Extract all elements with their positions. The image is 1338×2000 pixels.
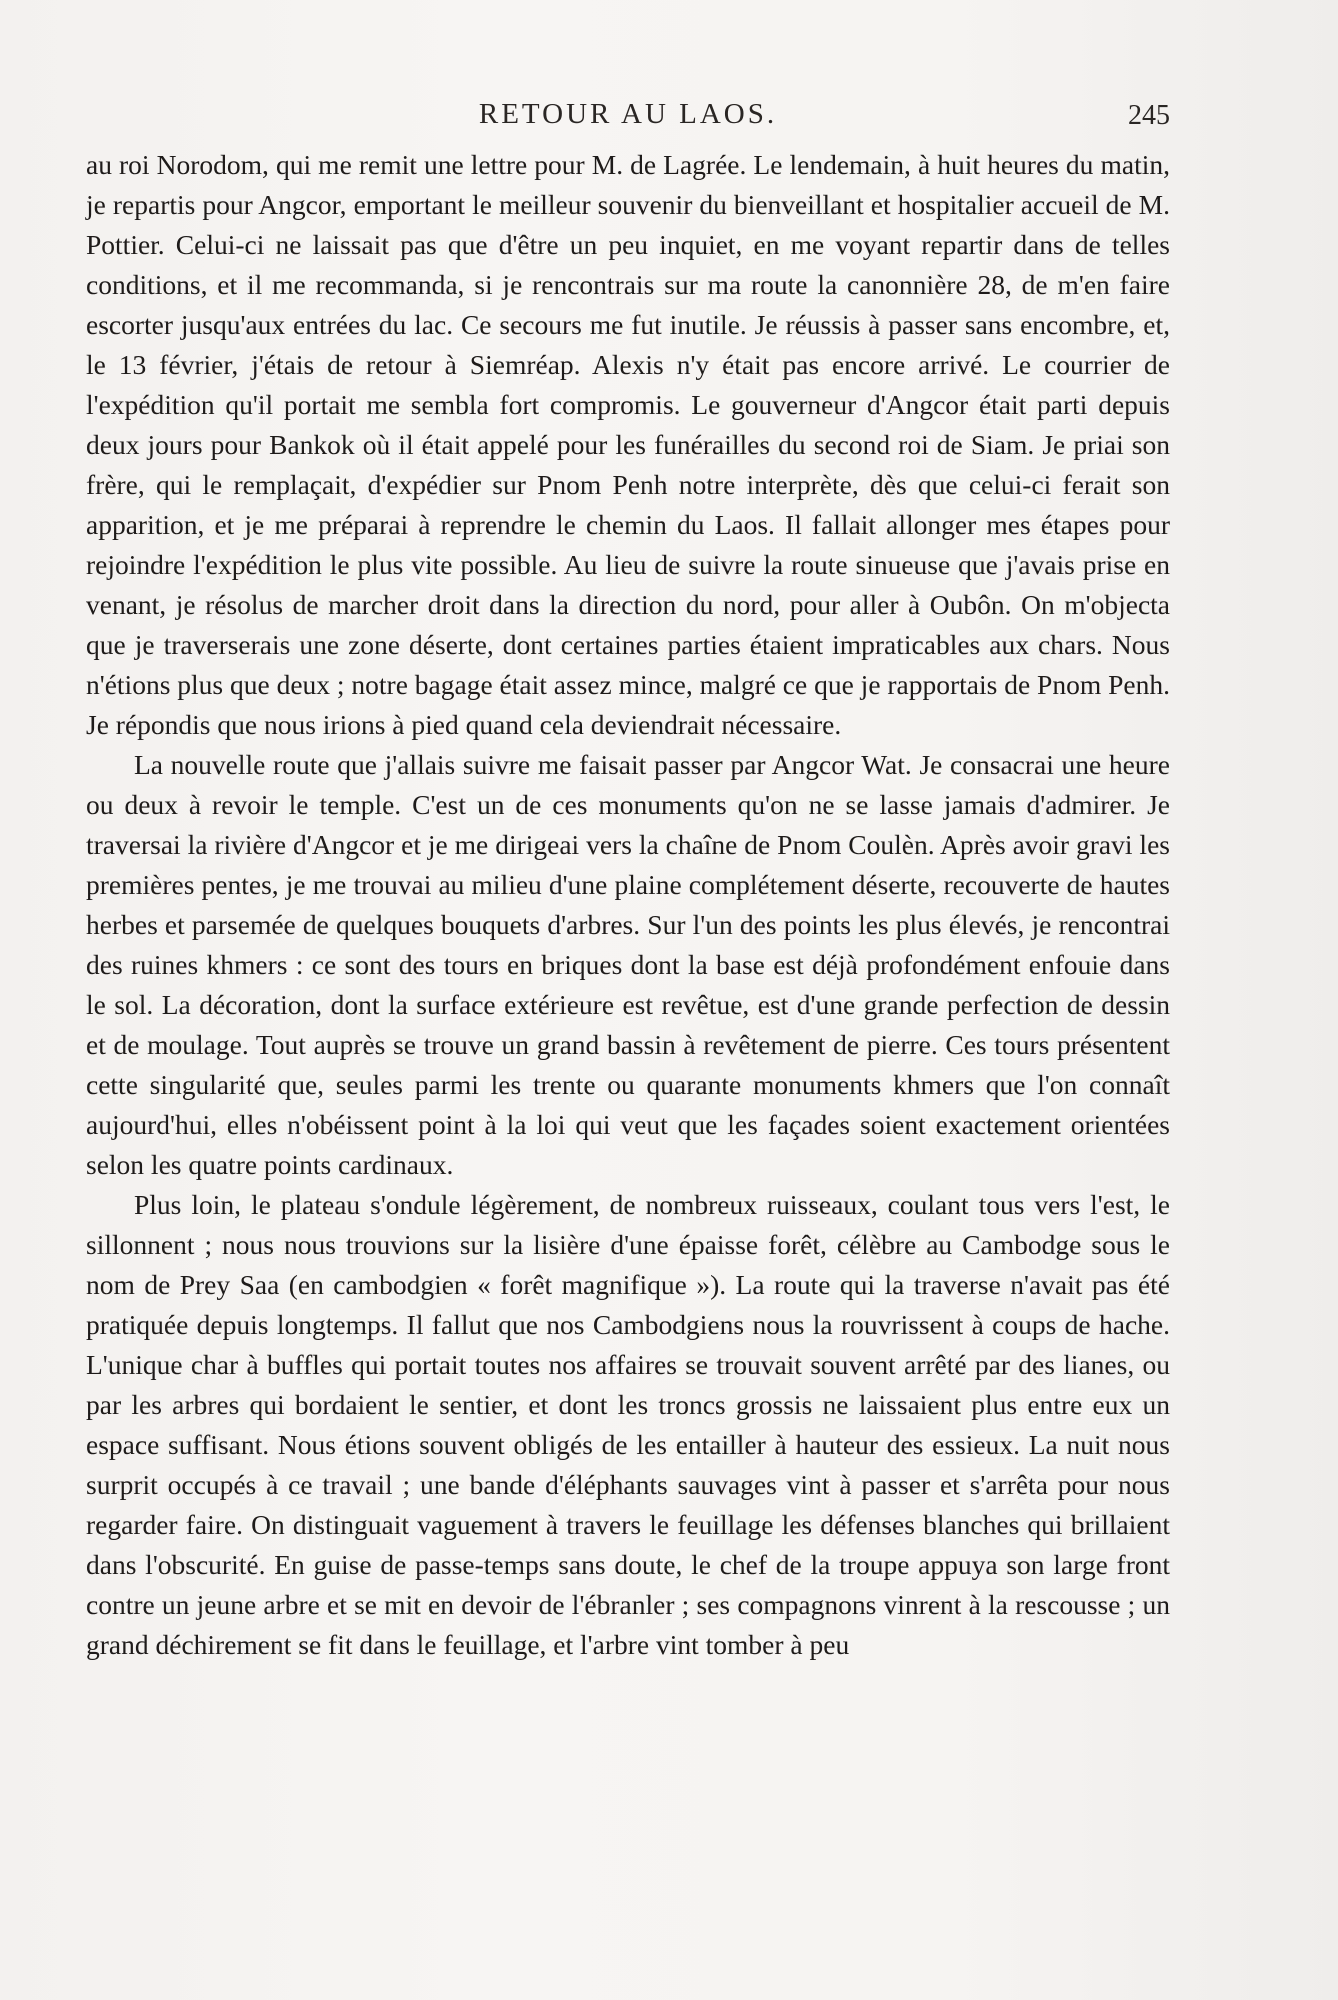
paragraph-3: Plus loin, le plateau s'ondule légèrement, de nombreux ruisseaux, coulant tous vers l'est, le sillonnent ; nous nous trouvions sur la lisière d'une épaisse forêt, célèbre au Cambodge sous le nom de Prey Saa (en cambodgien « forêt magnifique »). La route qui la traverse n'avait pas été pratiquée depuis longtemps. Il fallut que nos Cambodgiens nous la rouvrissent à coups de hache. L'unique char à buffles qui portait toutes nos affaires se trouvait souvent arrêté par des lianes, ou par les arbres qui bordaient le sentier, et dont les troncs grossis ne laissaient plus entre eux un espace suffisant. Nous étions souvent obligés de les entailler à hauteur des essieux. La nuit nous surprit occupés à ce travail ; une bande d'éléphants sauvages vint à passer et s'arrêta pour nous regarder faire. On distinguait vaguement à travers le feuillage les défenses blanches qui brillaient dans l'obscurité. En guise de passe-temps sans doute, le chef de la troupe appuya son large front contre un jeune arbre et se mit en devoir de l'ébranler ; ses compagnons vinrent à la rescousse ; un grand déchirement se fit dans le feuillage, et l'arbre vint tomber à peu	[86, 1189, 1170, 1660]
page-number: 245	[1128, 100, 1170, 131]
paragraph-2: La nouvelle route que j'allais suivre me faisait passer par Angcor Wat. Je consacrai une heure ou deux à revoir le temple. C'est un de ces monuments qu'on ne se lasse jamais d'admirer. Je traversai la rivière d'Angcor et je me dirigeai vers la chaîne de Pnom Coulèn. Après avoir gravi les premières pentes, je me trouvai au milieu d'une plaine complétement déserte, recouverte de hautes herbes et parsemée de quelques bouquets d'arbres. Sur l'un des points les plus élevés, je rencontrai des ruines khmers : ce sont des tours en briques dont la base est déjà profondément enfouie dans le sol. La décoration, dont la surface extérieure est revêtue, est d'une grande perfection de dessin et de moulage. Tout auprès se trouve un grand bassin à revêtement de pierre. Ces tours présentent cette singularité que, seules parmi les trente ou quarante monuments khmers que l'on connaît aujourd'hui, elles n'obéissent point à la loi qui veut que les façades soient exactement orientées selon les quatre points cardinaux.	[86, 749, 1170, 1180]
running-title: RETOUR AU LAOS.	[478, 98, 778, 130]
body-text	[86, 145, 1170, 1665]
running-head	[86, 98, 1170, 134]
paragraph-1: au roi Norodom, qui me remit une lettre pour M. de Lagrée. Le lendemain, à huit heures du matin, je repartis pour Angcor, emportant le meilleur souvenir du bienveillant et hospitalier accueil de M. Pottier. Celui-ci ne laissait pas que d'être un peu inquiet, en me voyant repartir dans de telles conditions, et il me recommanda, si je rencontrais sur ma route la canonnière 28, de m'en faire escorter jusqu'aux entrées du lac. Ce secours me fut inutile. Je réussis à passer sans encombre, et, le 13 février, j'étais de retour à Siemréap. Alexis n'y était pas encore arrivé. Le courrier de l'expédition qu'il portait me sembla fort compromis. Le gouverneur d'Angcor était parti depuis deux jours pour Bankok où il était appelé pour les funérailles du second roi de Siam. Je priai son frère, qui le remplaçait, d'expédier sur Pnom Penh notre interprète, dès que celui-ci ferait son apparition, et je me préparai à reprendre le chemin du Laos. Il fallait allonger mes étapes pour rejoindre l'expédition le plus vite possible. Au lieu de suivre la route sinueuse que j'avais prise en venant, je résolus de marcher droit dans la direction du nord, pour aller à Oubôn. On m'objecta que je traverserais une zone déserte, dont certaines parties étaient impraticables aux chars. Nous n'étions plus que deux ; notre bagage était assez mince, malgré ce que je rapportais de Pnom Penh. Je répondis que nous irions à pied quand cela deviendrait nécessaire.	[86, 149, 1170, 740]
